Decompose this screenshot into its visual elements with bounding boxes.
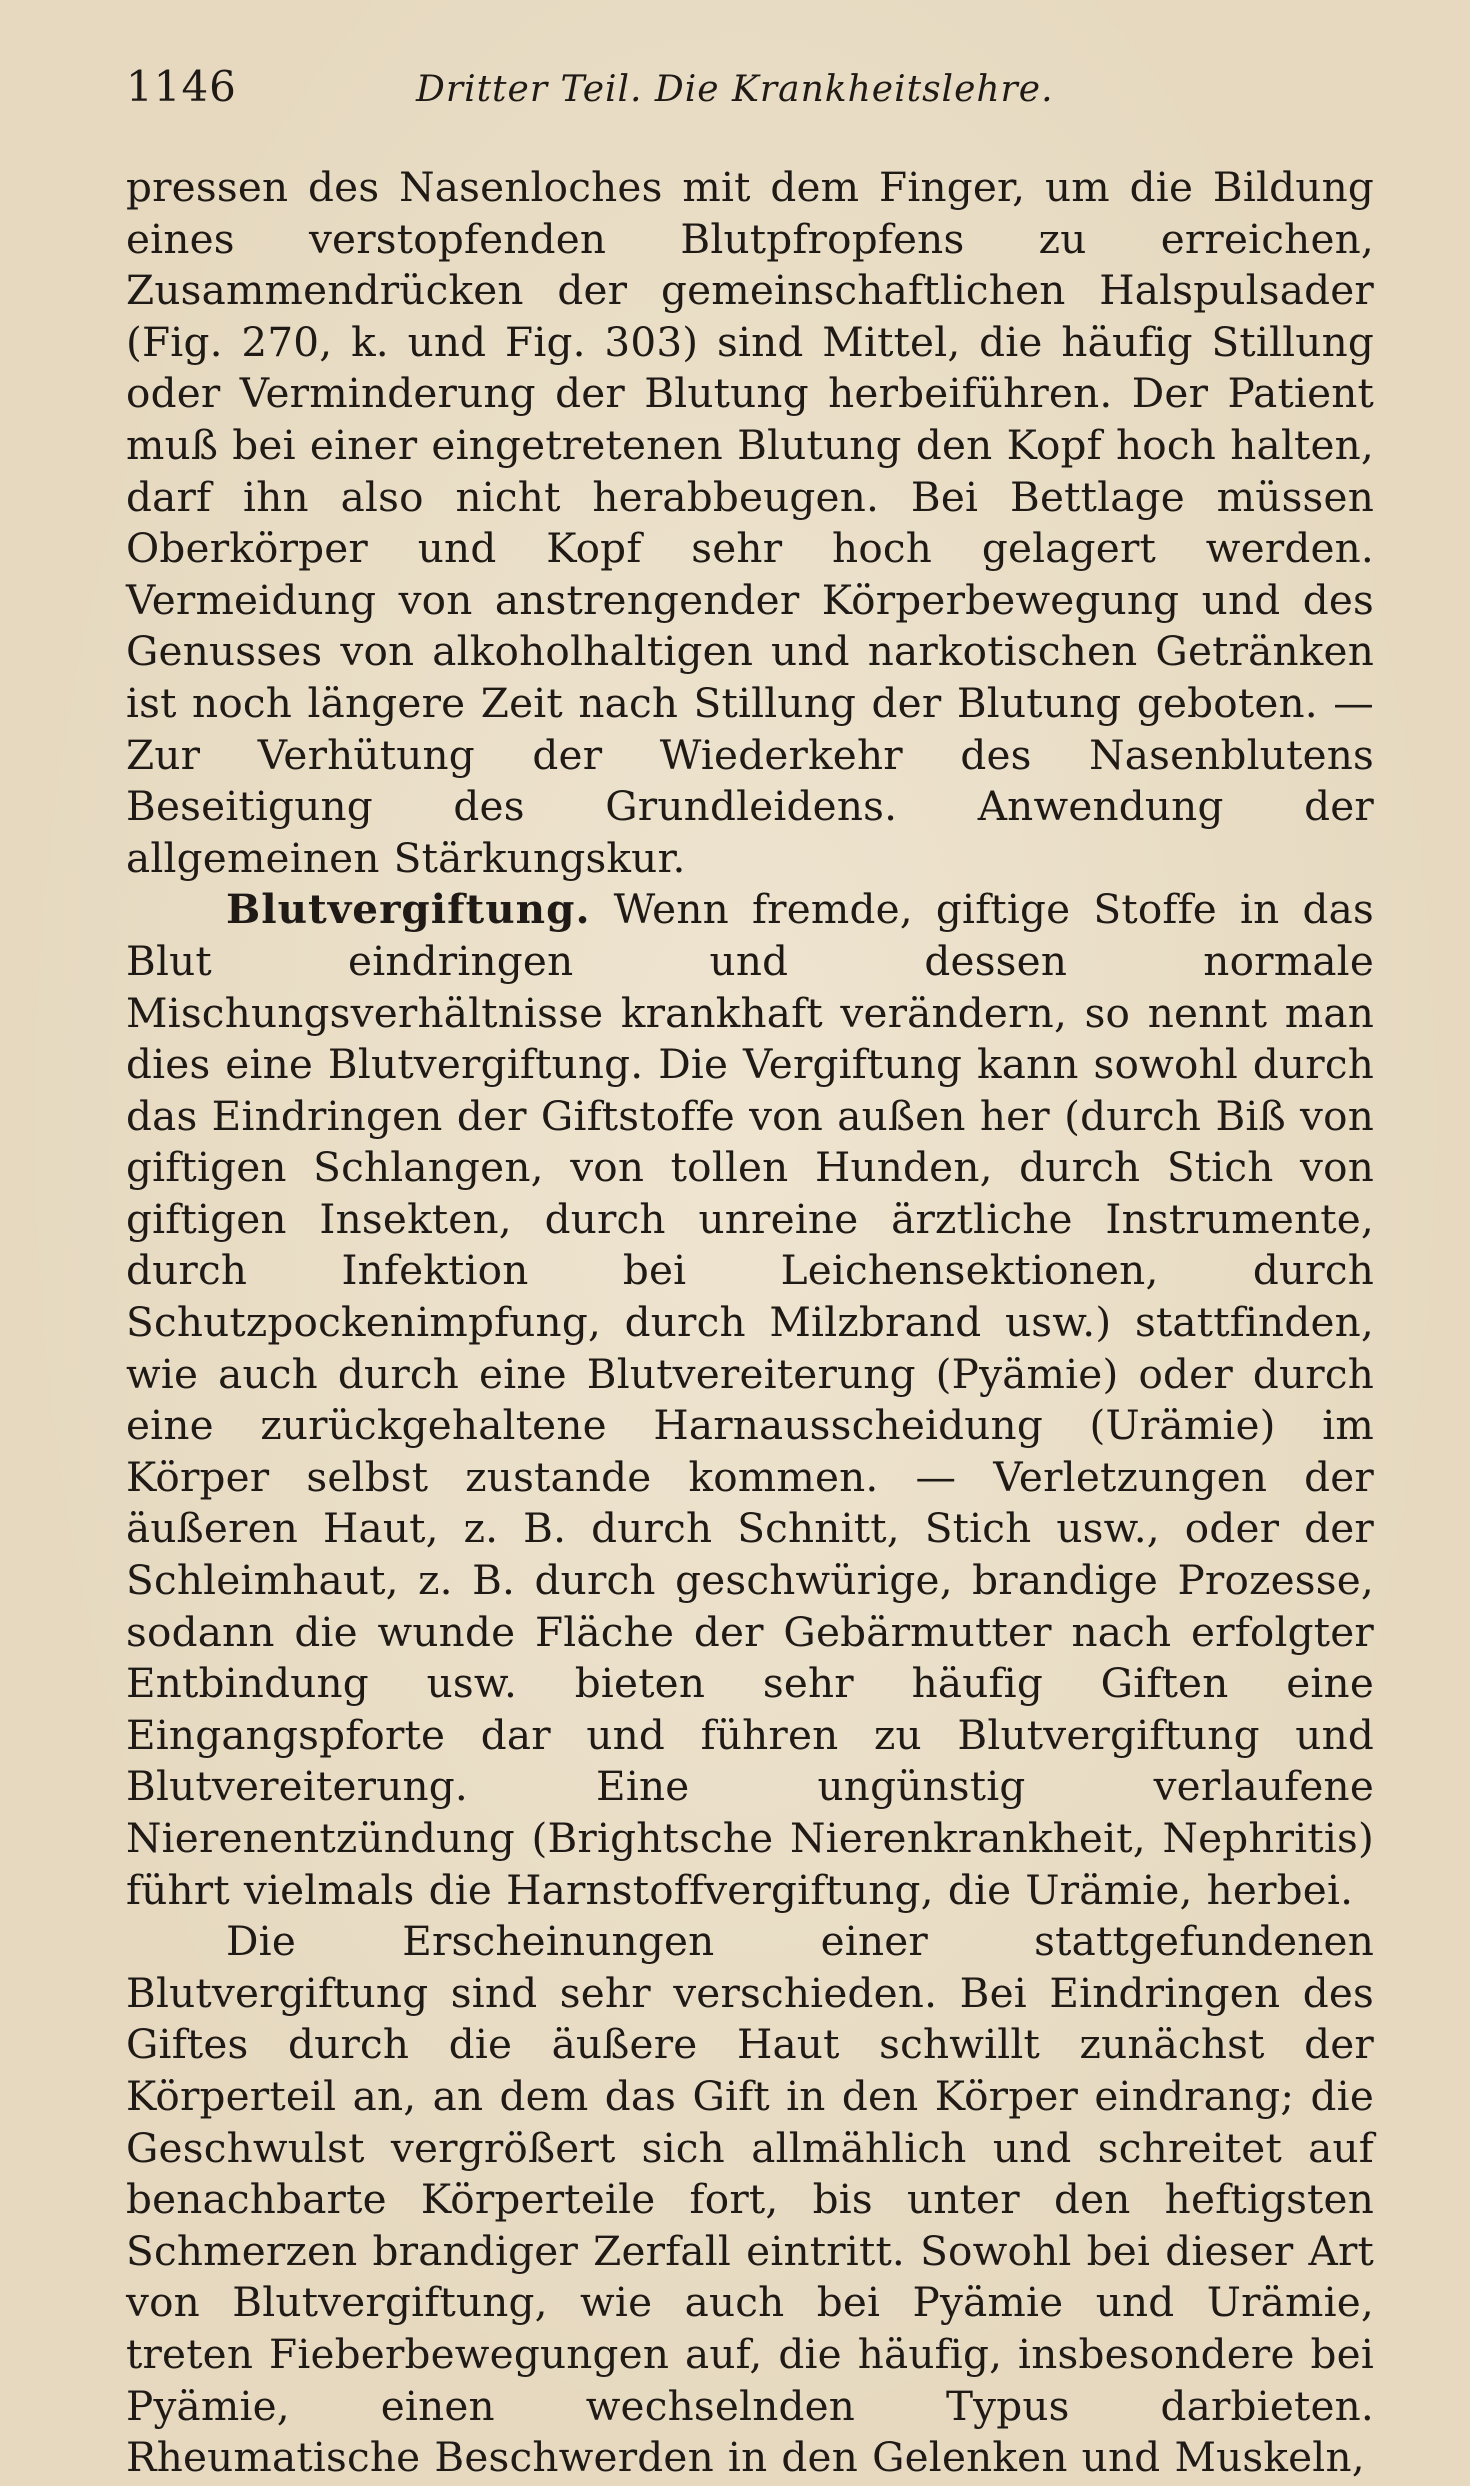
- body-text: [126, 162, 1374, 2484]
- page-header: [126, 62, 1374, 122]
- paragraph-blood-poisoning-text: Wenn fremde, giftige Stoffe in das Blut eindringen und dessen normale Mischungsverhältnisse krankhaft verändern, so nennt man dies eine Blutvergiftung. Die Vergiftung kann sowohl durch das Eindringen der Giftstoffe von außen her (durch Biß von giftigen Schlangen, von tollen Hunden, durch Stich von giftigen Insekten, durch unreine ärztliche Instrumente, durch Infektion bei Leichensektionen, durch Schutzpockenimpfung, durch Milzbrand usw.) stattfinden, wie auch durch eine Blutvereiterung (Pyämie) oder durch eine zurückgehaltene Harnausscheidung (Urämie) im Körper selbst zustande kommen. — Verletzungen der äußeren Haut, z. B. durch Schnitt, Stich usw., oder der Schleimhaut, z. B. durch geschwürige, brandige Prozesse, sodann die wunde Fläche der Gebärmutter nach erfolgter Entbindung usw. bieten sehr häufig Giften eine Eingangspforte dar und führen zu Blutvergiftung und Blutvereiterung. Eine ungünstig verlaufene Nierenentzündung (Brightsche Nierenkrankheit, Nephritis) führt vielmals die Harnstoffvergiftung, die Urämie, herbei.: [126, 885, 1374, 1914]
- paragraph-blood-poisoning-symptoms: Die Erscheinungen einer stattgefundenen Blutvergiftung sind sehr verschieden. Bei Eindringen des Giftes durch die äußere Haut schwillt zunächst der Körperteil an, an dem das Gift in den Körper eindrang; die Geschwulst vergrößert sich allmählich und schreitet auf benachbarte Körperteile fort, bis unter den heftigsten Schmerzen brandiger Zerfall eintritt. Sowohl bei dieser Art von Blutvergiftung, wie auch bei Pyämie und Urämie, treten Fieberbewegungen auf, die häufig, insbesondere bei Pyämie, einen wechselnden Typus darbieten. Rheumatische Beschwerden in den Gelenken und Muskeln,: [126, 1917, 1374, 2482]
- section-term-blutvergiftung: Blutvergiftung.: [226, 885, 591, 934]
- paragraph-blood-poisoning-definition: [126, 884, 1374, 1916]
- paragraph-nasal-bleeding-treatment: pressen des Nasenloches mit dem Finger, um die Bildung eines verstopfenden Blutpfropfens zu erreichen, Zusammendrücken der gemeinschaftlichen Halspulsader (Fig. 270, k. und Fig. 303) sind Mittel, die häufig Stillung oder Verminderung der Blutung herbeiführen. Der Patient muß bei einer eingetretenen Blutung den Kopf hoch halten, darf ihn also nicht herabbeugen. Bei Bettlage müssen Oberkörper und Kopf sehr hoch gelagert werden. Vermeidung von anstrengender Körperbewegung und des Genusses von alkoholhaltigen und narkotischen Getränken ist noch längere Zeit nach Stillung der Blutung geboten. — Zur Verhütung der Wiederkehr des Nasenblutens Beseitigung des Grundleidens. Anwendung der allgemeinen Stärkungskur.: [126, 163, 1374, 882]
- page-number: 1146: [126, 62, 237, 111]
- running-title: Dritter Teil. Die Krankheitslehre.: [416, 69, 1054, 110]
